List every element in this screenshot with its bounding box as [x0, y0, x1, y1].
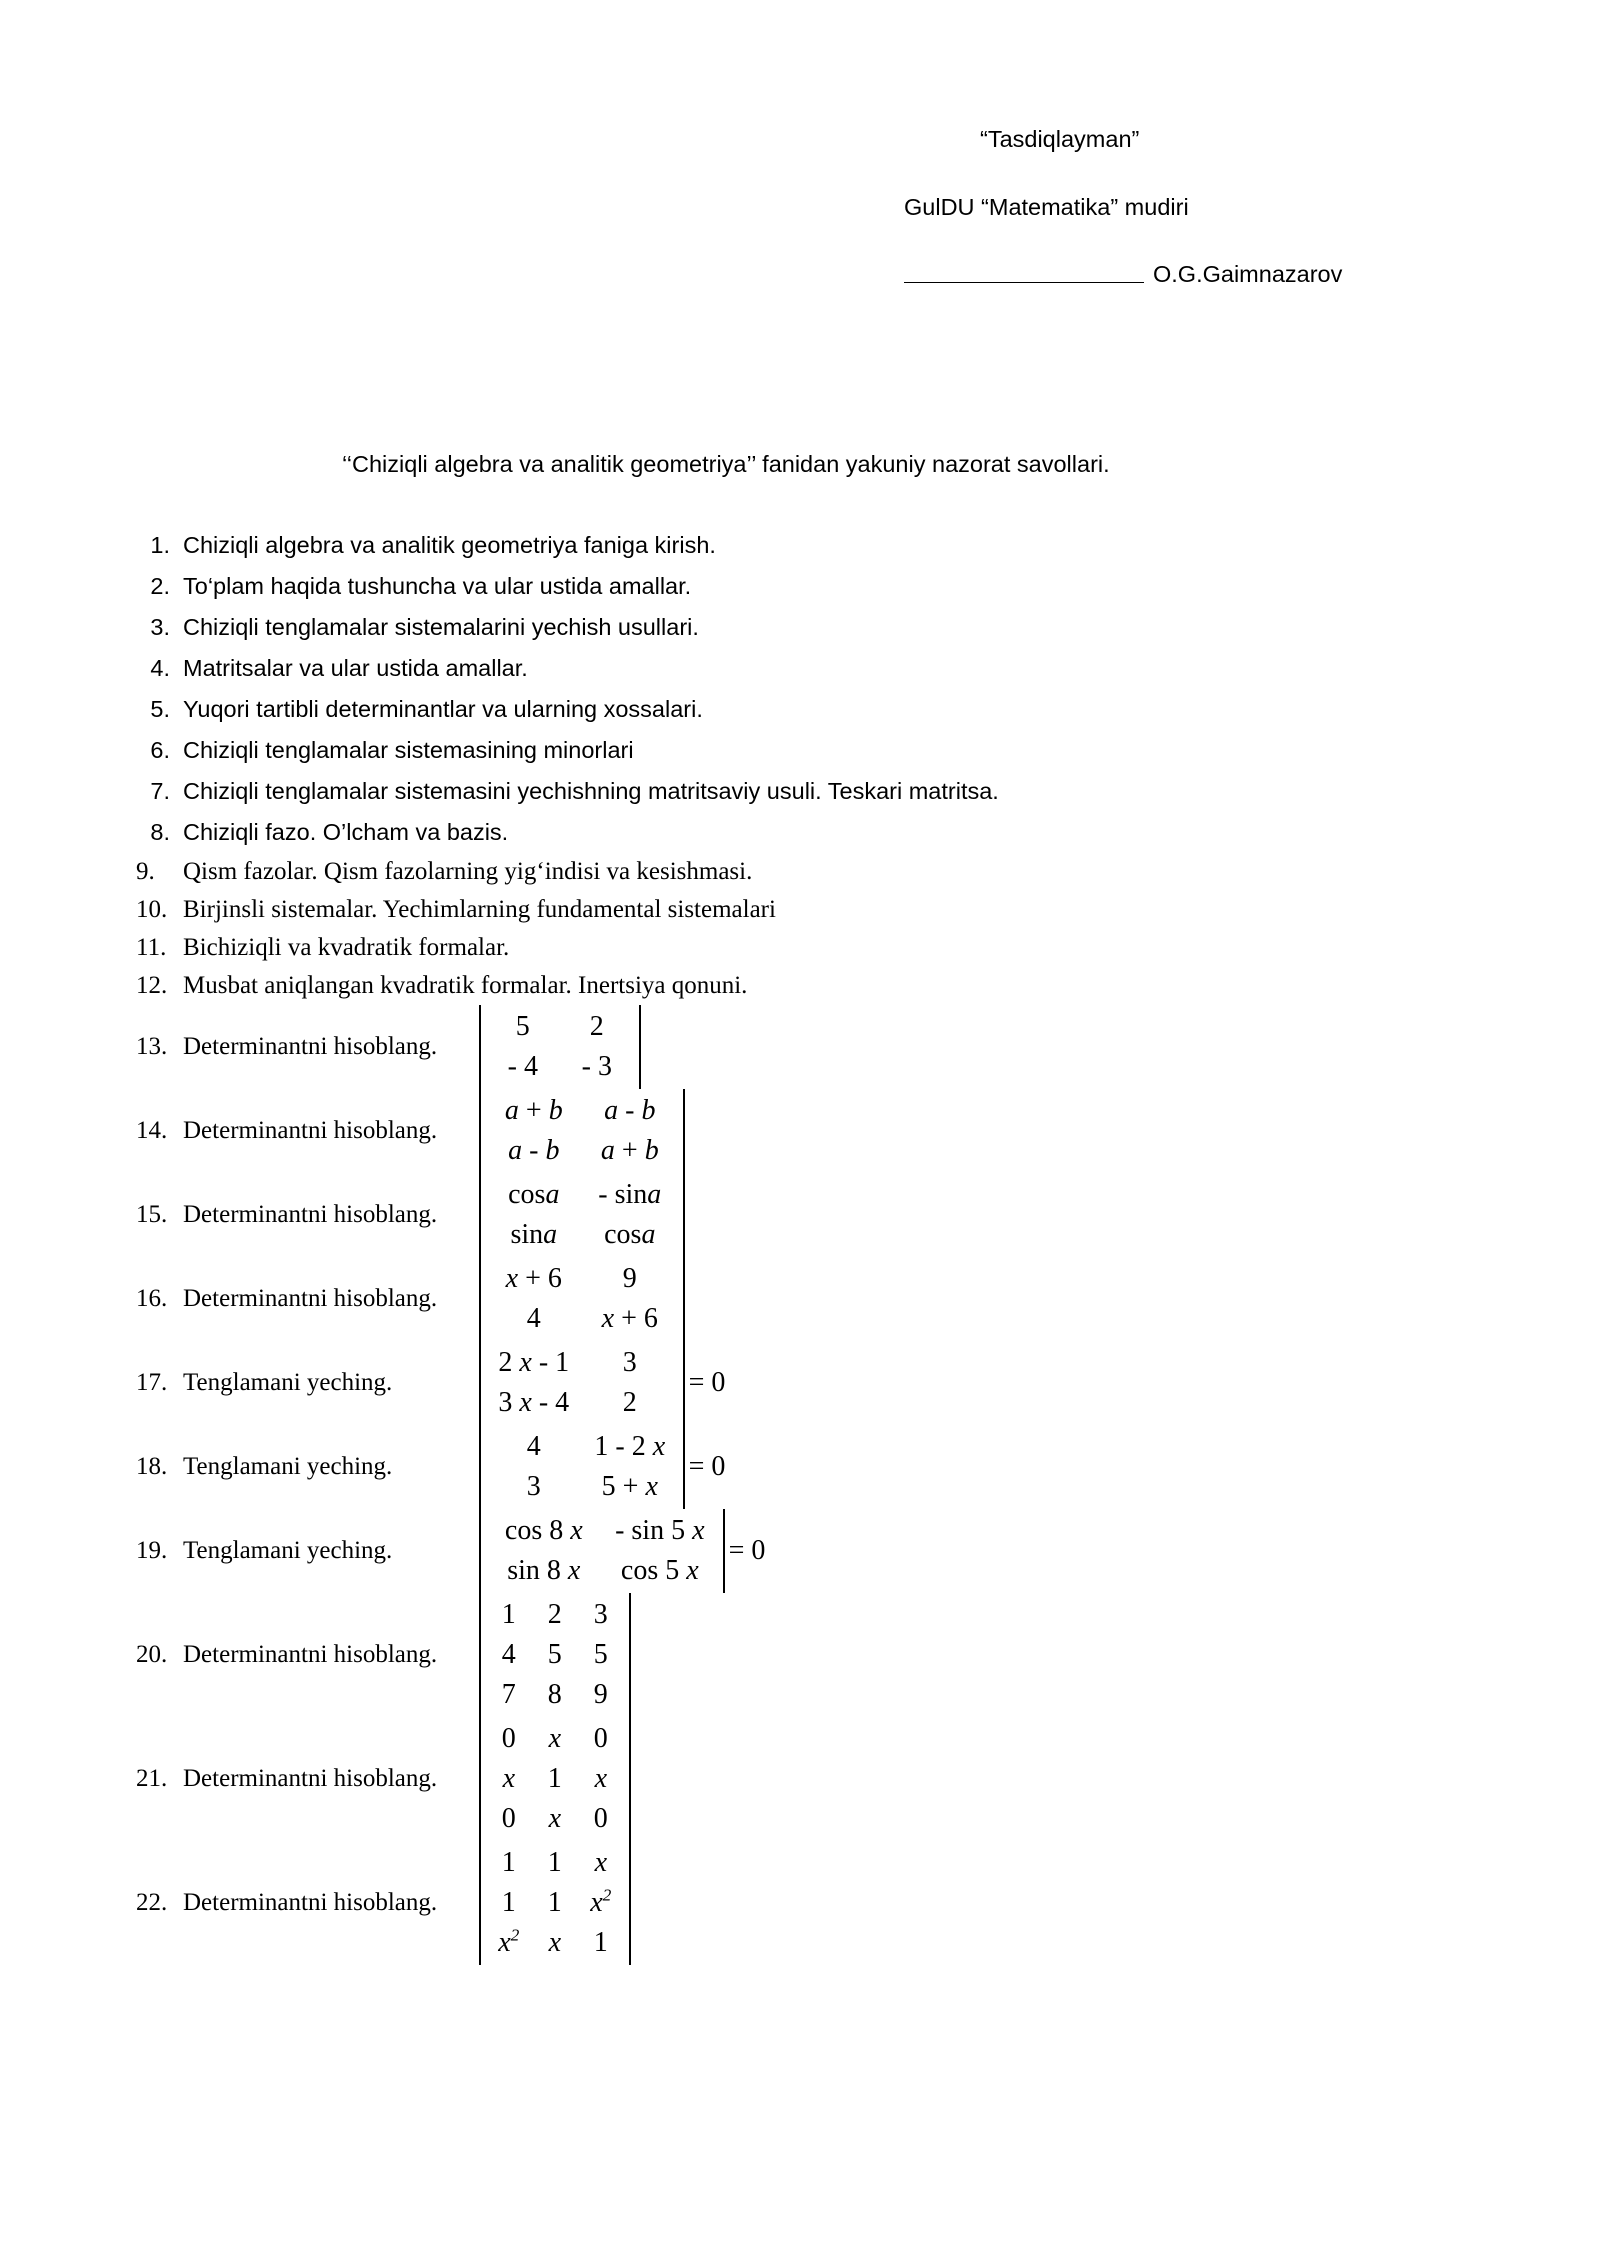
- determinant-cell: 1: [501, 1847, 516, 1878]
- problem-expression: [479, 1841, 631, 1965]
- determinant-bar-right: [639, 1005, 641, 1089]
- determinant-bar-right: [683, 1089, 685, 1173]
- determinant-cell: 4: [501, 1639, 516, 1670]
- determinant-cell: x + 6: [601, 1303, 658, 1334]
- determinant-cell: sina: [510, 1219, 558, 1250]
- problem-expression: [479, 1173, 685, 1257]
- problem-item: [136, 1425, 1456, 1509]
- determinant-row: [486, 1427, 678, 1467]
- document-title: ‘‘Chiziqli algebra va analitik geometriya’’ fanidan yakuniy nazorat savollari.: [342, 451, 1110, 477]
- signatory-name: O.G.Gaimnazarov: [1153, 261, 1343, 287]
- list-item: [136, 607, 1456, 648]
- problem-expression: [479, 1593, 631, 1717]
- determinant-cell: a - b: [604, 1095, 656, 1126]
- determinant-cell: sin 8 x: [507, 1555, 581, 1586]
- determinant-cell: 5: [593, 1639, 608, 1670]
- problem-number: 18.: [136, 1453, 168, 1480]
- determinant-cell: 1: [547, 1887, 562, 1918]
- determinant-row: [486, 1007, 634, 1047]
- determinant-cell: 2: [622, 1387, 637, 1418]
- list-item: [136, 730, 1456, 771]
- determinant-cell: 5: [547, 1639, 562, 1670]
- determinant-cell: 1: [593, 1927, 608, 1958]
- problem-item: [136, 1341, 1456, 1425]
- problem-prompt: Determinantni hisoblang.: [183, 1117, 438, 1144]
- determinant-matrix: [479, 1425, 685, 1509]
- determinant-bar-right: [629, 1593, 631, 1717]
- determinant-cell: cos 5 x: [620, 1555, 699, 1586]
- determinant-matrix: [479, 1841, 631, 1965]
- determinant-cell: - 4: [507, 1051, 538, 1082]
- determinant-body: [481, 1841, 629, 1965]
- list-item-number: 1.: [150, 532, 170, 558]
- determinant-cell: 2: [589, 1011, 604, 1042]
- list-item-label: Qism fazolar. Qism fazolarning yig‘indisi va kesishmasi.: [183, 858, 753, 885]
- determinant-bar-right: [629, 1841, 631, 1965]
- problem-item: [136, 1089, 1456, 1173]
- determinant-cell: 9: [593, 1679, 608, 1710]
- list-item-number: 10.: [136, 896, 168, 923]
- problem-expression: [479, 1089, 685, 1173]
- list-item-number: 4.: [150, 655, 170, 681]
- list-item-number: 8.: [150, 819, 170, 845]
- approval-header: [900, 128, 1440, 287]
- determinant-matrix: [479, 1005, 641, 1089]
- list-item-number: 3.: [150, 614, 170, 640]
- determinant-bar-right: [629, 1717, 631, 1841]
- list-item-number: 7.: [150, 778, 170, 804]
- determinant-cell: a - b: [508, 1135, 560, 1166]
- determinant-cell: 9: [622, 1263, 637, 1294]
- determinant-row: [486, 1883, 624, 1923]
- determinant-body: [481, 1089, 683, 1173]
- problem-number: 16.: [136, 1285, 168, 1312]
- list-item-label: Bichiziqli va kvadratik formalar.: [183, 934, 510, 961]
- determinant-matrix: [479, 1717, 631, 1841]
- determinant-matrix: [479, 1257, 685, 1341]
- determinant-row: [486, 1383, 678, 1423]
- list-item-label: Chiziqli tenglamalar sistemasining minorlari: [183, 737, 634, 763]
- determinant-cell: 7: [501, 1679, 516, 1710]
- problem-number: 14.: [136, 1117, 168, 1144]
- determinant-cell: 4: [526, 1431, 541, 1462]
- determinant-cell: 1: [547, 1763, 562, 1794]
- determinant-body: [481, 1341, 683, 1425]
- list-item-number: 2.: [150, 573, 170, 599]
- determinant-cell: - 3: [581, 1051, 612, 1082]
- determinant-row: [486, 1675, 624, 1715]
- signature-rule: [904, 281, 1144, 283]
- determinant-row: [486, 1635, 624, 1675]
- problem-item: [136, 1173, 1456, 1257]
- determinant-cell: 3: [622, 1347, 637, 1378]
- list-item-number: 6.: [150, 737, 170, 763]
- department-line: GulDU “Matematika” mudiri: [904, 193, 1189, 220]
- problem-prompt: Determinantni hisoblang.: [183, 1765, 438, 1792]
- determinant-cell: 4: [526, 1303, 541, 1334]
- problem-prompt: Determinantni hisoblang.: [183, 1889, 438, 1916]
- determinant-cell: 5 + x: [601, 1471, 658, 1502]
- determinant-body: [481, 1257, 683, 1341]
- list-item-label: Chiziqli algebra va analitik geometriya faniga kirish.: [183, 532, 716, 558]
- problem-number: 21.: [136, 1765, 168, 1792]
- list-item: [136, 891, 1456, 929]
- problem-expression: [479, 1257, 685, 1341]
- determinant-cell: 1: [547, 1847, 562, 1878]
- problem-number: 15.: [136, 1201, 168, 1228]
- problem-item: [136, 1593, 1456, 1717]
- determinant-bar-right: [683, 1173, 685, 1257]
- determinant-body: [481, 1005, 639, 1089]
- determinant-cell: 8: [547, 1679, 562, 1710]
- determinant-cell: 1: [501, 1599, 516, 1630]
- determinant-row: [486, 1843, 624, 1883]
- determinant-cell: 2 x - 1: [498, 1347, 570, 1378]
- signature-line: [904, 263, 1440, 287]
- list-item: [136, 648, 1456, 689]
- list-item: [136, 525, 1456, 566]
- problem-prompt: Tenglamani yeching.: [183, 1537, 393, 1564]
- determinant-matrix: [479, 1509, 725, 1593]
- problem-number: 19.: [136, 1537, 168, 1564]
- determinant-cell: 0: [501, 1723, 516, 1754]
- problem-expression: [479, 1341, 725, 1425]
- approval-label: “Tasdiqlayman”: [980, 126, 1140, 152]
- list-item: [136, 967, 1456, 1005]
- list-item-label: Matritsalar va ular ustida amallar.: [183, 655, 528, 681]
- problem-item: [136, 1257, 1456, 1341]
- equation-right-side: = 0: [728, 1535, 766, 1566]
- determinant-cell: cosa: [604, 1219, 656, 1250]
- list-item-label: Musbat aniqlangan kvadratik formalar. Inertsiya qonuni.: [183, 972, 748, 999]
- list-item-label: To‘plam haqida tushuncha va ular ustida amallar.: [183, 573, 692, 599]
- list-item: [136, 566, 1456, 607]
- problem-item: [136, 1717, 1456, 1841]
- list-item-number: 11.: [136, 934, 167, 961]
- determinant-cell: x: [502, 1763, 516, 1794]
- list-item-number: 9.: [136, 858, 155, 885]
- determinant-matrix: [479, 1593, 631, 1717]
- determinant-cell: 0: [501, 1803, 516, 1834]
- determinant-row: [486, 1299, 678, 1339]
- determinant-cell: cos 8 x: [504, 1515, 583, 1546]
- determinant-cell: x: [548, 1723, 562, 1754]
- list-item: [136, 689, 1456, 730]
- determinant-cell: x + 6: [505, 1263, 562, 1294]
- problem-prompt: Determinantni hisoblang.: [183, 1285, 438, 1312]
- list-item: [136, 812, 1456, 853]
- determinant-cell: a + b: [600, 1135, 659, 1166]
- determinant-row: [486, 1719, 624, 1759]
- problem-item: [136, 1005, 1456, 1089]
- problem-expression: [479, 1717, 631, 1841]
- list-item-label: Chiziqli tenglamalar sistemasini yechishning matritsaviy usuli. Teskari matritsa.: [183, 778, 999, 804]
- equation-right-side: = 0: [688, 1451, 726, 1482]
- determinant-row: [486, 1551, 718, 1591]
- problem-prompt: Tenglamani yeching.: [183, 1369, 393, 1396]
- determinant-body: [481, 1173, 683, 1257]
- list-item: [136, 929, 1456, 967]
- determinant-cell: $x^2$: [498, 1925, 520, 1958]
- determinant-cell: $x^2$: [590, 1885, 612, 1918]
- determinant-matrix: [479, 1089, 685, 1173]
- list-item: [136, 853, 1456, 891]
- determinant-cell: x: [548, 1803, 562, 1834]
- list-item-number: 12.: [136, 972, 168, 999]
- determinant-cell: 1: [501, 1887, 516, 1918]
- determinant-cell: 5: [515, 1011, 530, 1042]
- problem-number: 22.: [136, 1889, 168, 1916]
- determinant-row: [486, 1215, 678, 1255]
- determinant-row: [486, 1175, 678, 1215]
- list-item: [136, 771, 1456, 812]
- determinant-row: [486, 1799, 624, 1839]
- problem-prompt: Determinantni hisoblang.: [183, 1641, 438, 1668]
- determinant-cell: x: [548, 1927, 562, 1958]
- problem-prompt: Tenglamani yeching.: [183, 1453, 393, 1480]
- determinant-cell: 0: [593, 1723, 608, 1754]
- determinant-row: [486, 1259, 678, 1299]
- list-item-label: Birjinsli sistemalar. Yechimlarning fundamental sistemalari: [183, 896, 776, 923]
- problem-number: 20.: [136, 1641, 168, 1668]
- determinant-row: [486, 1343, 678, 1383]
- determinant-cell: 3: [526, 1471, 541, 1502]
- determinant-cell: 1 - 2 x: [594, 1431, 666, 1462]
- determinant-row: [486, 1047, 634, 1087]
- list-item-number: 5.: [150, 696, 170, 722]
- determinant-matrix: [479, 1341, 685, 1425]
- determinant-row: [486, 1131, 678, 1171]
- list-item-label: Chiziqli tenglamalar sistemalarini yechish usullari.: [183, 614, 699, 640]
- problem-item: [136, 1841, 1456, 1965]
- determinant-cell: - sin 5 x: [615, 1515, 705, 1546]
- problem-expression: [479, 1425, 725, 1509]
- problem-prompt: Determinantni hisoblang.: [183, 1033, 438, 1060]
- equation-right-side: = 0: [688, 1367, 726, 1398]
- problem-number: 13.: [136, 1033, 168, 1060]
- determinant-cell: x: [594, 1763, 608, 1794]
- determinant-body: [481, 1425, 683, 1509]
- determinant-bar-right: [683, 1257, 685, 1341]
- list-item-label: Chiziqli fazo. O’lcham va bazis.: [183, 819, 509, 845]
- problem-item: [136, 1509, 1456, 1593]
- problem-prompt: Determinantni hisoblang.: [183, 1201, 438, 1228]
- determinant-cell: cosa: [508, 1179, 560, 1210]
- determinant-body: [481, 1717, 629, 1841]
- determinant-cell: a + b: [504, 1095, 563, 1126]
- determinant-body: [481, 1593, 629, 1717]
- determinant-matrix: [479, 1173, 685, 1257]
- determinant-cell: x: [594, 1847, 608, 1878]
- problem-number: 17.: [136, 1369, 168, 1396]
- determinant-cell: 3: [593, 1599, 608, 1630]
- determinant-row: [486, 1091, 678, 1131]
- determinant-cell: 0: [593, 1803, 608, 1834]
- determinant-cell: 3 x - 4: [498, 1387, 570, 1418]
- determinant-row: [486, 1759, 624, 1799]
- determinant-row: [486, 1923, 624, 1963]
- determinant-cell: - sina: [598, 1179, 662, 1210]
- determinant-row: [486, 1511, 718, 1551]
- problem-expression: [479, 1005, 641, 1089]
- question-list: [136, 525, 1456, 1965]
- list-item-label: Yuqori tartibli determinantlar va ularning xossalari.: [183, 696, 703, 722]
- determinant-body: [481, 1509, 723, 1593]
- problem-expression: [479, 1509, 765, 1593]
- determinant-cell: 2: [547, 1599, 562, 1630]
- determinant-row: [486, 1467, 678, 1507]
- determinant-row: [486, 1595, 624, 1635]
